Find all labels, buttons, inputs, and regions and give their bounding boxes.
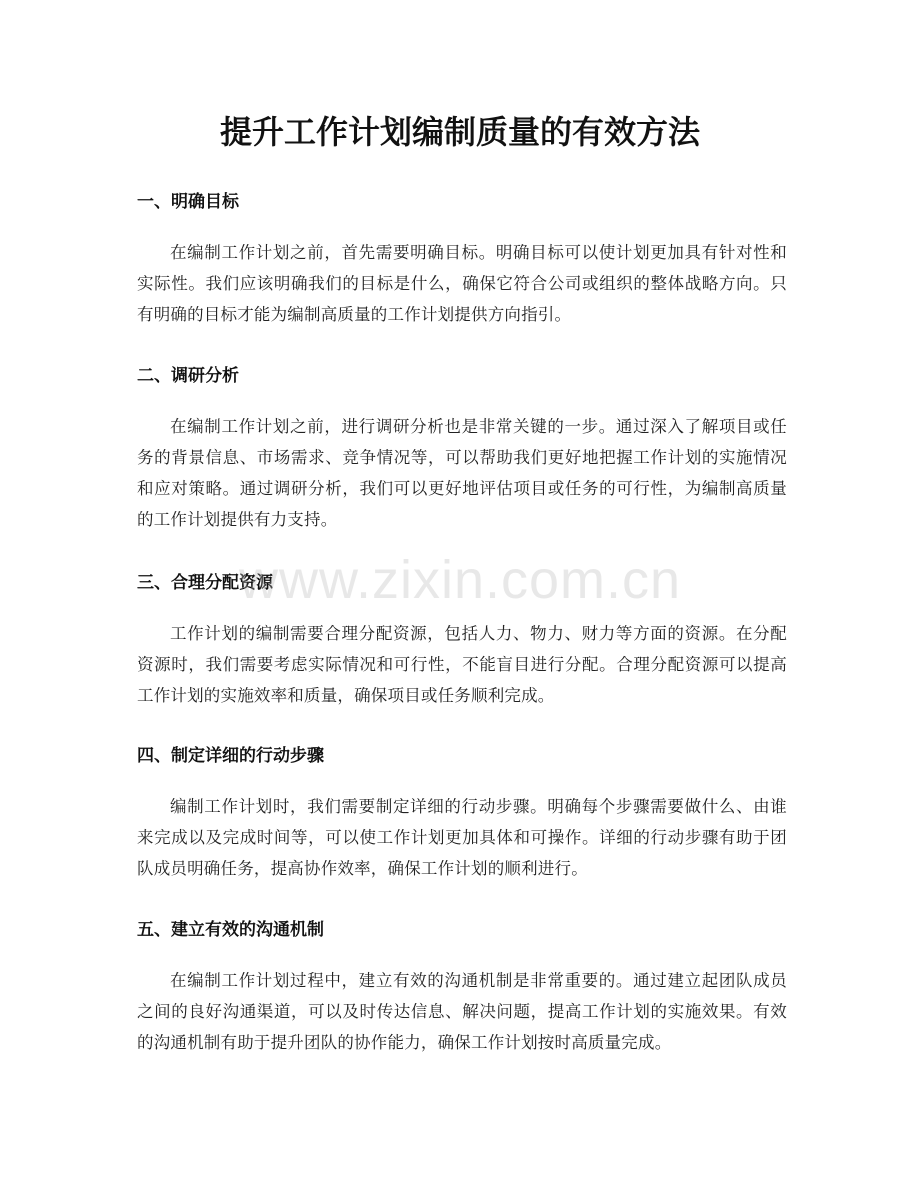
document-title: 提升工作计划编制质量的有效方法 bbox=[219, 113, 700, 151]
section-paragraph: 工作计划的编制需要合理分配资源，包括人力、物力、财力等方面的资源。在分配资源时，我们需要考虑实际情况和可行性，不能盲目进行分配。合理分配资源可以提高工作计划的实施效率和质量，确保项目或任务顺利完成。 bbox=[137, 624, 787, 705]
section-clarify-goals bbox=[137, 190, 787, 330]
section-paragraph: 在编制工作计划之前，进行调研分析也是非常关键的一步。通过深入了解项目或任务的背景信息、市场需求、竞争情况等，可以帮助我们更好地把握工作计划的实施情况和应对策略。通过调研分析，我们可以更好地评估项目或任务的可行性，为编制高质量的工作计划提供有力支持。 bbox=[137, 417, 787, 529]
section-paragraph: 在编制工作计划过程中，建立有效的沟通机制是非常重要的。通过建立起团队成员之间的良好沟通渠道，可以及时传达信息、解决问题，提高工作计划的实施效果。有效的沟通机制有助于提升团队的协作能力，确保工作计划按时高质量完成。 bbox=[137, 971, 787, 1052]
section-communication bbox=[137, 918, 787, 1058]
watermark-text: www.zixin.com.cn bbox=[238, 550, 682, 610]
section-paragraph: 在编制工作计划之前，首先需要明确目标。明确目标可以使计划更加具有针对性和实际性。我们应该明确我们的目标是什么，确保它符合公司或组织的整体战略方向。只有明确的目标才能为编制高质量的工作计划提供方向指引。 bbox=[137, 243, 787, 324]
section-research-analysis bbox=[137, 364, 787, 535]
section-allocate-resources bbox=[137, 571, 787, 711]
section-action-steps bbox=[137, 744, 787, 884]
section-heading: 四、制定详细的行动步骤 bbox=[137, 746, 324, 766]
section-paragraph: 编制工作计划时，我们需要制定详细的行动步骤。明确每个步骤需要做什么、由谁来完成以及完成时间等，可以使工作计划更加具体和可操作。详细的行动步骤有助于团队成员明确任务，提高协作效率，确保工作计划的顺利进行。 bbox=[137, 797, 787, 878]
section-heading: 二、调研分析 bbox=[137, 366, 239, 386]
section-heading: 一、明确目标 bbox=[137, 192, 239, 212]
section-heading: 五、建立有效的沟通机制 bbox=[137, 920, 324, 940]
section-heading: 三、合理分配资源 bbox=[137, 573, 273, 593]
